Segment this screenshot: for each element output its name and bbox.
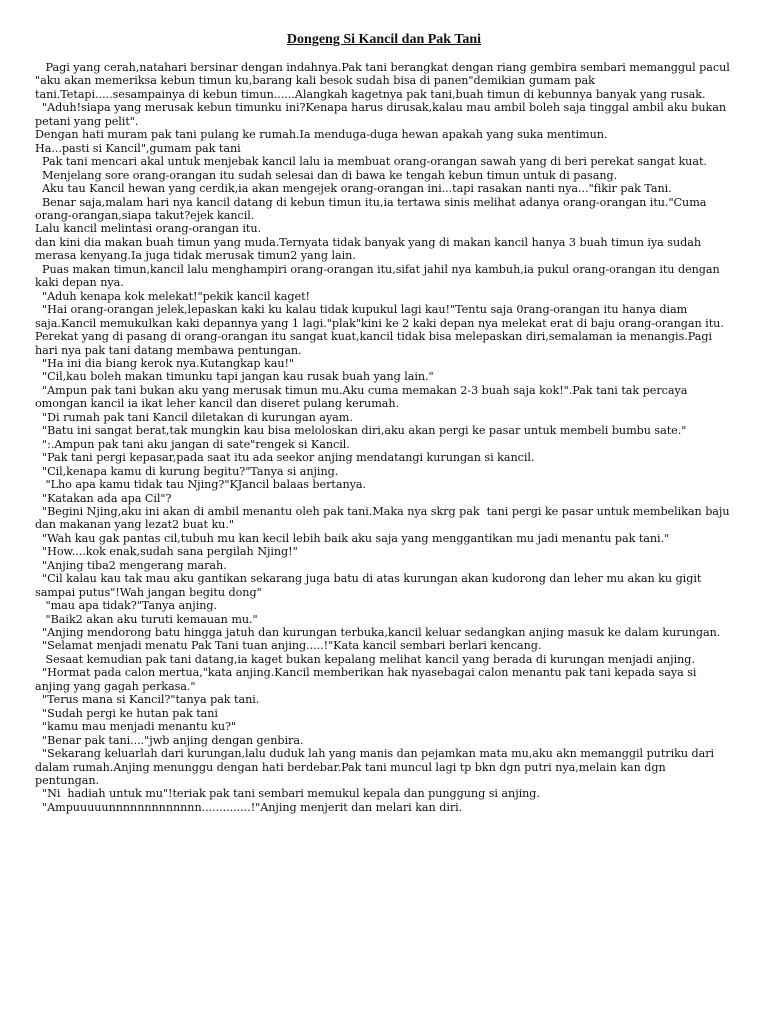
story-paragraph: "Cil kalau kau tak mau aku gantikan sekarang juga batu di atas kurungan akan kudorong dan leher mu akan ku gigit sampai putus"!Wah jangan begitu dong" <box>35 572 705 599</box>
story-paragraph: "Anjing tiba2 mengerang marah. <box>35 558 227 572</box>
story-paragraph: "Batu ini sangat berat,tak mungkin kau bisa meloloskan diri,aku akan pergi ke pasar untuk membeli bumbu sate." <box>35 424 687 438</box>
story-paragraph: Perekat yang di pasang di orang-orangan itu sangat kuat,kancil tidak bisa melepaskan diri,semalaman ia menangis.Pagi hari nya pak tani datang membawa pentungan. <box>35 330 716 357</box>
story-paragraph: "Pak tani pergi kepasar,pada saat itu ada seekor anjing mendatangi kurungan si kancil. <box>35 451 535 465</box>
story-paragraph: "mau apa tidak?"Tanya anjing. <box>35 599 218 613</box>
story-paragraph: Benar saja,malam hari nya kancil datang di kebun timun itu,ia tertawa sinis melihat adanya orang-orangan itu."Cuma orang-orangan,siapa takut?ejek kancil. <box>35 195 710 222</box>
story-paragraph: "Aduh!siapa yang merusak kebun timunku ini?Kenapa harus dirusak,kalau mau ambil boleh saja tinggal ambil aku bukan petani yang pelit". <box>35 101 730 128</box>
story-paragraph: "Cil,kau boleh makan timunku tapi jangan kau rusak buah yang lain." <box>35 370 434 384</box>
story-paragraph: Dengan hati muram pak tani pulang ke rumah.Ia menduga-duga hewan apakah yang suka mentimun. <box>35 128 608 142</box>
story-paragraph: Puas makan timun,kancil lalu menghampiri orang-orangan itu,sifat jahil nya kambuh,ia pukul orang-orangan itu dengan kaki depan nya. <box>35 262 724 290</box>
story-paragraph: "Cil,kenapa kamu di kurung begitu?"Tanya si anjing. <box>35 464 339 478</box>
story-paragraph: "Terus mana si Kancil?"tanya pak tani. <box>35 693 260 707</box>
story-paragraph: "Ni hadiah untuk mu"!teriak pak tani sembari memukul kepala dan punggung si anjing. <box>35 787 540 801</box>
story-paragraph: "Sudah pergi ke hutan pak tani <box>35 706 218 720</box>
story-paragraph: "Selamat menjadi menatu Pak Tani tuan anjing.....!"Kata kancil sembari berlari kencang. <box>35 639 542 653</box>
story-paragraph: dan kini dia makan buah timun yang muda.Ternyata tidak banyak yang di makan kancil hanya 3 buah timun iya sudah merasa kenyang.Ia juga tidak merusak timun2 yang lain. <box>35 235 705 263</box>
story-paragraph: "Ha ini dia biang kerok nya.Kutangkap kau!" <box>35 356 295 370</box>
story-paragraph: Lalu kancil melintasi orang-orangan itu. <box>35 222 261 236</box>
story-paragraph: "Ampuuuuunnnnnnnnnnnnn..............!"Anjing menjerit dan melari kan diri. <box>35 800 463 814</box>
story-paragraph: "Baik2 akan aku turuti kemauan mu." <box>35 612 258 626</box>
story-paragraph: "Hai orang-orangan jelek,lepaskan kaki ku kalau tidak kupukul lagi kau!"Tentu saja 0rang-orangan itu hanya diam saja.Kancil memukulkan kaki depannya yang 1 lagi."plak"kini ke 2 kaki depan nya melekat erat di baju orang-orangan itu. <box>35 303 724 330</box>
story-paragraph: "Anjing mendorong batu hingga jatuh dan kurungan terbuka,kancil keluar sedangkan anjing masuk ke dalam kurungan. <box>35 626 721 640</box>
story-paragraph: Pak tani mencari akal untuk menjebak kancil lalu ia membuat orang-orangan sawah yang di beri perekat sangat kuat. <box>35 155 707 169</box>
story-paragraph: "Begini Njing,aku ini akan di ambil menantu oleh pak tani.Maka nya skrg pak tani pergi ke pasar untuk membelikan baju dan makanan yang lezat2 buat ku." <box>35 504 734 532</box>
story-paragraph: "How....kok enak,sudah sana pergilah Njing!" <box>35 545 298 559</box>
story-body <box>35 61 733 814</box>
story-paragraph: "Wah kau gak pantas cil,tubuh mu kan kecil lebih baik aku saja yang menggantikan mu jadi menantu pak tani." <box>35 531 670 545</box>
story-paragraph: "Katakan ada apa Cil"? <box>35 491 172 505</box>
story-paragraph: Aku tau Kancil hewan yang cerdik,ia akan mengejek orang-orangan ini...tapi rasakan nanti nya..."fikir pak Tani. <box>35 182 672 196</box>
story-paragraph: ":.Ampun pak tani aku jangan di sate"rengek si Kancil. <box>35 437 350 451</box>
story-paragraph: "Di rumah pak tani Kancil diletakan di kurungan ayam. <box>35 410 353 424</box>
story-paragraph: "Benar pak tani...."jwb anjing dengan genbira. <box>35 733 304 747</box>
story-paragraph: "Aduh kenapa kok melekat!"pekik kancil kaget! <box>35 289 310 303</box>
story-paragraph: "Hormat pada calon mertua,"kata anjing.Kancil memberikan hak nyasebagai calon menantu pak tani kepada saya si anjing yang gagah perkasa." <box>35 666 700 693</box>
story-paragraph: "Sekarang keluarlah dari kurungan,lalu duduk lah yang manis dan pejamkan mata mu,aku akn memanggil putriku dari dalam rumah.Anjing menunggu dengan hati berdebar.Pak tani muncul lagi tp bkn dgn putri nya,melain kan dgn pentungan. <box>35 747 718 788</box>
story-paragraph: Ha...pasti si Kancil",gumam pak tani <box>35 141 241 155</box>
story-paragraph: Pagi yang cerah,natahari bersinar dengan indahnya.Pak tani berangkat dengan riang gembira sembari memanggul pacul "aku akan memeriksa kebun timun ku,barang kali besok sudah bisa di panen"demikian gumam pak tani.Tetapi.....sesampainya di kebun timun......Alangkah kagetnya pak tani,buah timun di kebunnya banyak yang rusak. <box>35 61 734 101</box>
story-paragraph: "Lho apa kamu tidak tau Njing?"KJancil balaas bertanya. <box>35 478 367 492</box>
story-paragraph: Sesaat kemudian pak tani datang,ia kaget bukan kepalang melihat kancil yang berada di kurungan menjadi anjing. <box>35 652 695 666</box>
story-paragraph: Menjelang sore orang-orangan itu sudah selesai dan di bawa ke tengah kebun timun untuk di pasang. <box>35 168 618 182</box>
story-paragraph: "Ampun pak tani bukan aku yang merusak timun mu.Aku cuma memakan 2-3 buah saja kok!".Pak tani tak percaya omongan kancil ia ikat leher kancil dan diseret pulang kerumah. <box>35 383 691 411</box>
story-paragraph: "kamu mau menjadi menantu ku?" <box>35 720 237 734</box>
document-title: Dongeng Si Kancil dan Pak Tani <box>286 32 482 47</box>
document-page <box>35 31 733 814</box>
